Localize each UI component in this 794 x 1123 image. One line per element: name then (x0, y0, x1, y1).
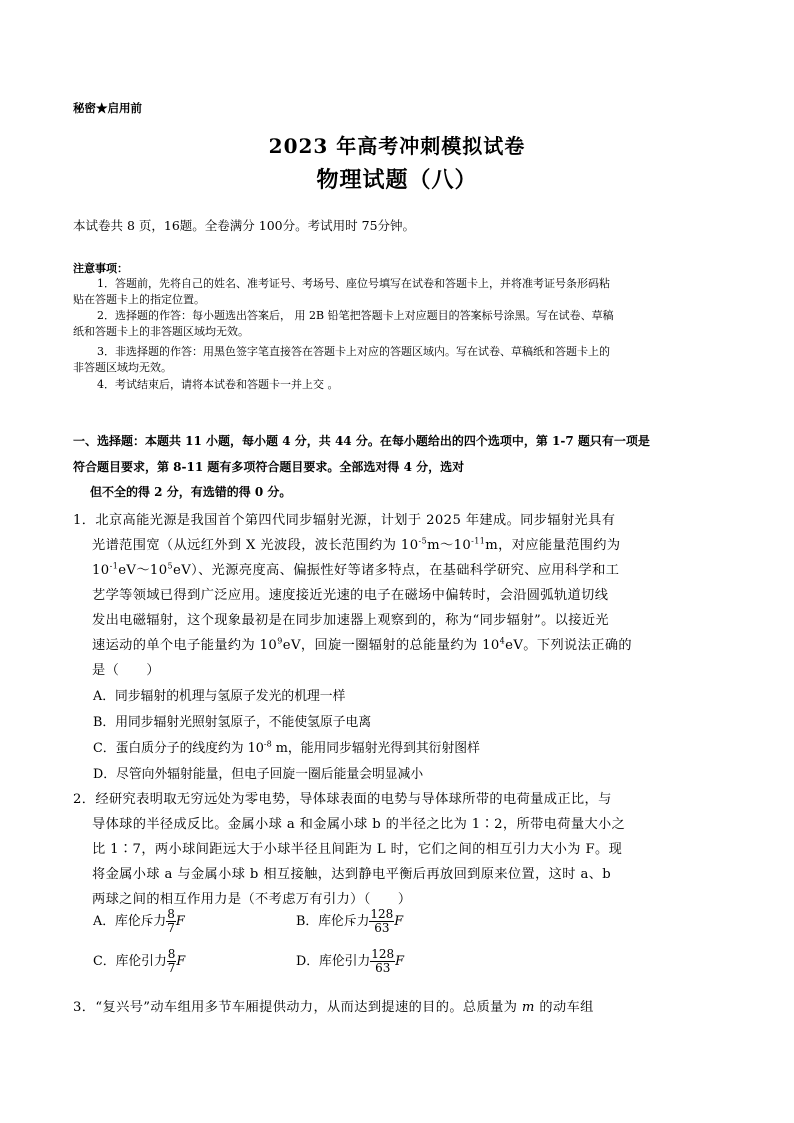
section-heading-line: 但不全的得 2 分，有选错的得 0 分。 (90, 485, 292, 499)
q1-option-b: B．用同步辐射光照射氢原子，不能使氢原子电离 (93, 715, 372, 730)
secret-label: 秘密★启用前 (73, 101, 142, 115)
q2-option-b: B．库伦斥力 $\frac{128}{63}$ F (296, 907, 404, 935)
fraction: $\frac{128}{63}$ (370, 907, 394, 935)
notice-line: 1．答题前，先将自己的姓名、准考证号、考场号、座位号填写在试卷和答题卡上，并将准考证号条形码粘 (97, 277, 610, 290)
q2-stem-line: 比 1∶7，两小球间距远大于小球半径且间距为 L 时，它们之间的相互引力大小为 F。现 (92, 842, 623, 857)
q1-option-a: A．同步辐射的机理与氢原子发光的机理一样 (93, 689, 346, 704)
q1-stem-line: 艺学等领域已得到广泛应用。速度接近光速的电子在磁场中偏转时，会沿圆弧轨道切线 (92, 588, 609, 603)
fraction: $\frac{128}{63}$ (371, 947, 395, 975)
notice-line: 贴在答题卡上的指定位置。 (73, 293, 205, 306)
q1-option-d: D．尽管向外辐射能量，但电子回旋一圈后能量会明显减小 (93, 767, 424, 782)
q2-stem-line: 将金属小球 a 与金属小球 b 相互接触，达到静电平衡后再放回到原来位置，这时 a、b (92, 867, 612, 882)
q1-option-c: C．蛋白质分子的线度约为 $10^{-8}$ m，能用同步辐射光得到其衍射图样 (93, 739, 480, 756)
q1-stem-line: $10^{-1}eV\sim 10^5eV$）、光源亮度高、偏振性好等诸多特点，在基础科学研究、应用科学和工 (92, 561, 620, 578)
notice-line: 4．考试结束后，请将本试卷和答题卡一并上交 。 (97, 378, 339, 391)
q2-option-c: C．库伦引力 $\frac{8}{7}$ F (93, 947, 186, 975)
exam-title: 2023 年高考冲刺模拟试卷 (268, 134, 526, 158)
notice-line: 2．选择题的作答：每小题选出答案后， 用 2B 铅笔把答题卡上对应题目的答案标号涂黑。写在试卷、草稿 (97, 309, 614, 322)
exam-subtitle: 物理试题（八） (316, 167, 478, 193)
q3-stem-line: 3．“复兴号”动车组用多节车厢提供动力，从而达到提速的目的。总质量为 m 的动车组 (73, 1000, 594, 1015)
q1-stem-line: 速运动的单个电子能量约为 $10^9eV$，回旋一圈辐射的总能量约为 $10^4eV$。下列说法正确的 (92, 636, 632, 653)
section-heading-line: 一、选择题：本题共 11 小题，每小题 4 分，共 44 分。在每小题给出的四个选项中，第 1-7 题只有一项是 (73, 434, 650, 448)
notice-line: 3．非选择题的作答：用黑色签字笔直接答在答题卡上对应的答题区域内。写在试卷、草稿纸和答题卡上的 (97, 345, 610, 358)
notice-heading: 注意事项： (73, 262, 128, 275)
q2-stem-line: 导体球的半径成反比。金属小球 a 和金属小球 b 的半径之比为 1∶2，所带电荷量大小之 (92, 817, 626, 832)
q1-stem-line: 发出电磁辐射，这个现象最初是在同步加速器上观察到的，称为“同步辐射”。以接近光 (92, 613, 610, 628)
q1-stem-line: 是（ ） (92, 663, 160, 678)
section-heading-line: 符合题目要求，第 8-11 题有多项符合题目要求。全部选对得 4 分，选对 (73, 460, 465, 474)
exam-intro: 本试卷共 8 页，16题。全卷满分 100分。考试用时 75分钟。 (73, 218, 416, 233)
fraction: $\frac{8}{7}$ (167, 947, 176, 975)
notice-line: 非答题区域均无效。 (73, 361, 172, 374)
q1-stem-line: 光谱范围宽（从远红外到 X 光波段，波长范围约为 $10^{-5}m\sim 10^{-11}m$，对应能量范围约为 (92, 536, 621, 553)
q2-stem-line: 2．经研究表明取无穷远处为零电势，导体球表面的电势与导体球所带的电荷量成正比，与 (73, 792, 612, 807)
q2-stem-line: 两球之间的相互作用力是（不考虑万有引力）（ ） (92, 892, 412, 907)
fraction: $\frac{8}{7}$ (167, 907, 175, 935)
notice-line: 纸和答题卡上的非答题区域均无效。 (73, 325, 249, 338)
q1-stem-line: 1．北京高能光源是我国首个第四代同步辐射光源，计划于 2025 年建成。同步辐射光具有 (73, 513, 616, 528)
q2-option-a: A．库伦斥力 $\frac{8}{7}$ F (93, 907, 185, 935)
q2-option-d: D．库伦引力 $\frac{128}{63}$ F (296, 947, 405, 975)
